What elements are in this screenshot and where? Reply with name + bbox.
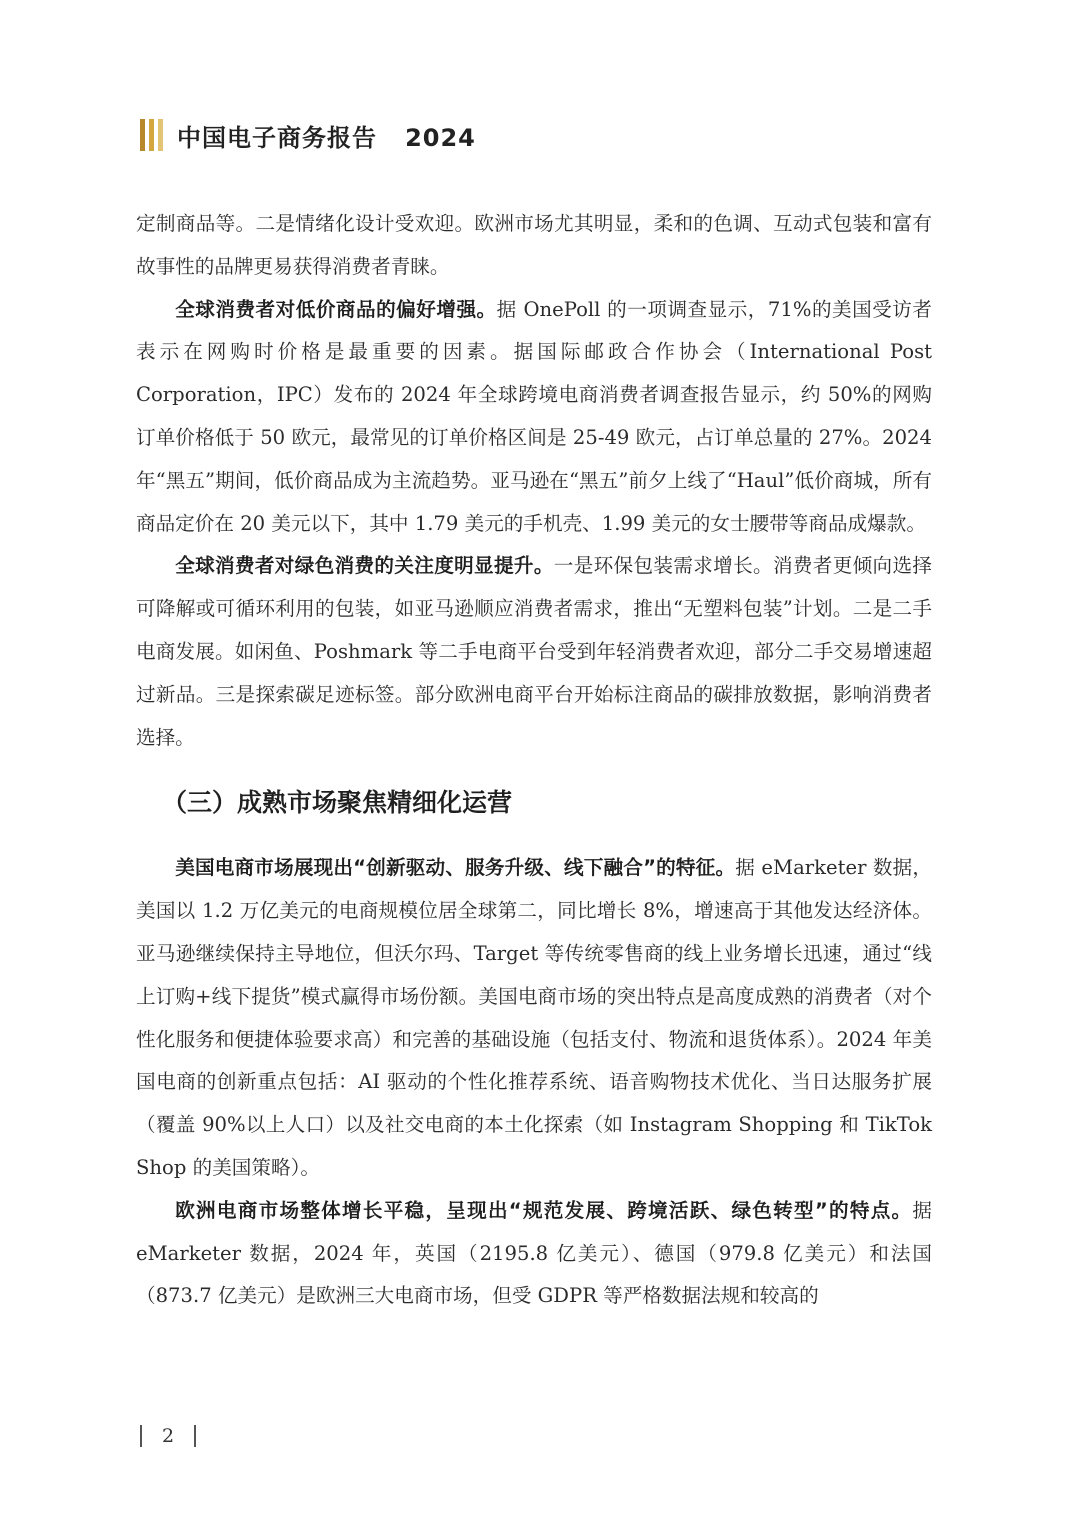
paragraph-text: 据 eMarketer 数据，美国以 1.2 万亿美元的电商规模位居全球第二，同比增长 8%，增速高于其他发达经济体。亚马逊继续保持主导地位，但沃尔玛、Target 等传统零售商的线上业务增长迅速，通过“线上订购+线下提货”模式赢得市场份额。美国电商市场的突出特点是高度成熟的消费者（对个性化服务和便捷体验要求高）和完善的基础设施（包括支付、物流和退货体系）。2024 年美国电商的创新重点包括：AI 驱动的个性化推荐系统、语音购物技术优化、当日达服务扩展（覆盖 90%以上人口）以及社交电商的本土化探索（如 Instagram Shopping 和 TikTok Shop 的美国策略）。 [136, 856, 932, 1179]
paragraph-text: 据 eMarketer 数据，2024 年，英国（2195.8 亿美元）、德国（979.8 亿美元）和法国（873.7 亿美元）是欧洲三大电商市场，但受 GDPR 等严格数据法规和较高的 [136, 1198, 932, 1308]
paragraph-lead: 美国电商市场展现出“创新驱动、服务升级、线下融合”的特征。 [175, 856, 736, 880]
paragraph-eu-market [136, 1190, 932, 1318]
paragraph-lead: 欧洲电商市场整体增长平稳，呈现出“规范发展、跨境活跃、绿色转型”的特点。 [175, 1198, 913, 1222]
report-header [140, 118, 476, 152]
section-heading: （三）成熟市场聚焦精细化运营 [162, 788, 513, 818]
paragraph-lead: 全球消费者对绿色消费的关注度明显提升。 [175, 554, 554, 578]
header-bar [140, 119, 145, 151]
paragraph-low-price [136, 289, 932, 546]
report-body [136, 203, 932, 1318]
page-number: 2 [162, 1425, 175, 1447]
paragraph-text: 一是环保包装需求增长。消费者更倾向选择可降解或可循环利用的包装，如亚马逊顺应消费者需求，推出“无塑料包装”计划。二是二手电商发展。如闲鱼、Poshmark 等二手电商平台受到年轻消费者欢迎，部分二手交易增速超过新品。三是探索碳足迹标签。部分欧洲电商平台开始标注商品的碳排放数据，影响消费者选择。 [136, 554, 933, 749]
paragraph-us-market [136, 847, 932, 1189]
page-footer [140, 1422, 196, 1450]
footer-rule-left [140, 1425, 142, 1447]
paragraph-text: 据 OnePoll 的一项调查显示，71%的美国受访者表示在网购时价格是最重要的因素。据国际邮政合作协会（International Post Corporation，IPC）发布的 2024 年全球跨境电商消费者调查报告显示，约 50%的网购订单价格低于 50 欧元，最常见的订单价格区间是 25-49 欧元，占订单总量的 27%。2024 年“黑五”期间，低价商品成为主流趋势。亚马逊在“黑五”前夕上线了“Haul”低价商城，所有商品定价在 20 美元以下，其中 1.79 美元的手机壳、1.99 美元的女士腰带等商品成爆款。 [136, 297, 932, 535]
report-title: 中国电子商务报告 2024 [177, 123, 476, 152]
paragraph-lead: 全球消费者对低价商品的偏好增强。 [175, 297, 497, 321]
paragraph-green-consumption [136, 545, 932, 759]
header-bar [149, 119, 154, 151]
footer-rule-right [194, 1425, 196, 1447]
header-bars-decoration [140, 119, 163, 151]
paragraph-continuation: 定制商品等。二是情绪化设计受欢迎。欧洲市场尤其明显，柔和的色调、互动式包装和富有故事性的品牌更易获得消费者青睐。 [136, 212, 932, 278]
header-bar [158, 119, 163, 151]
